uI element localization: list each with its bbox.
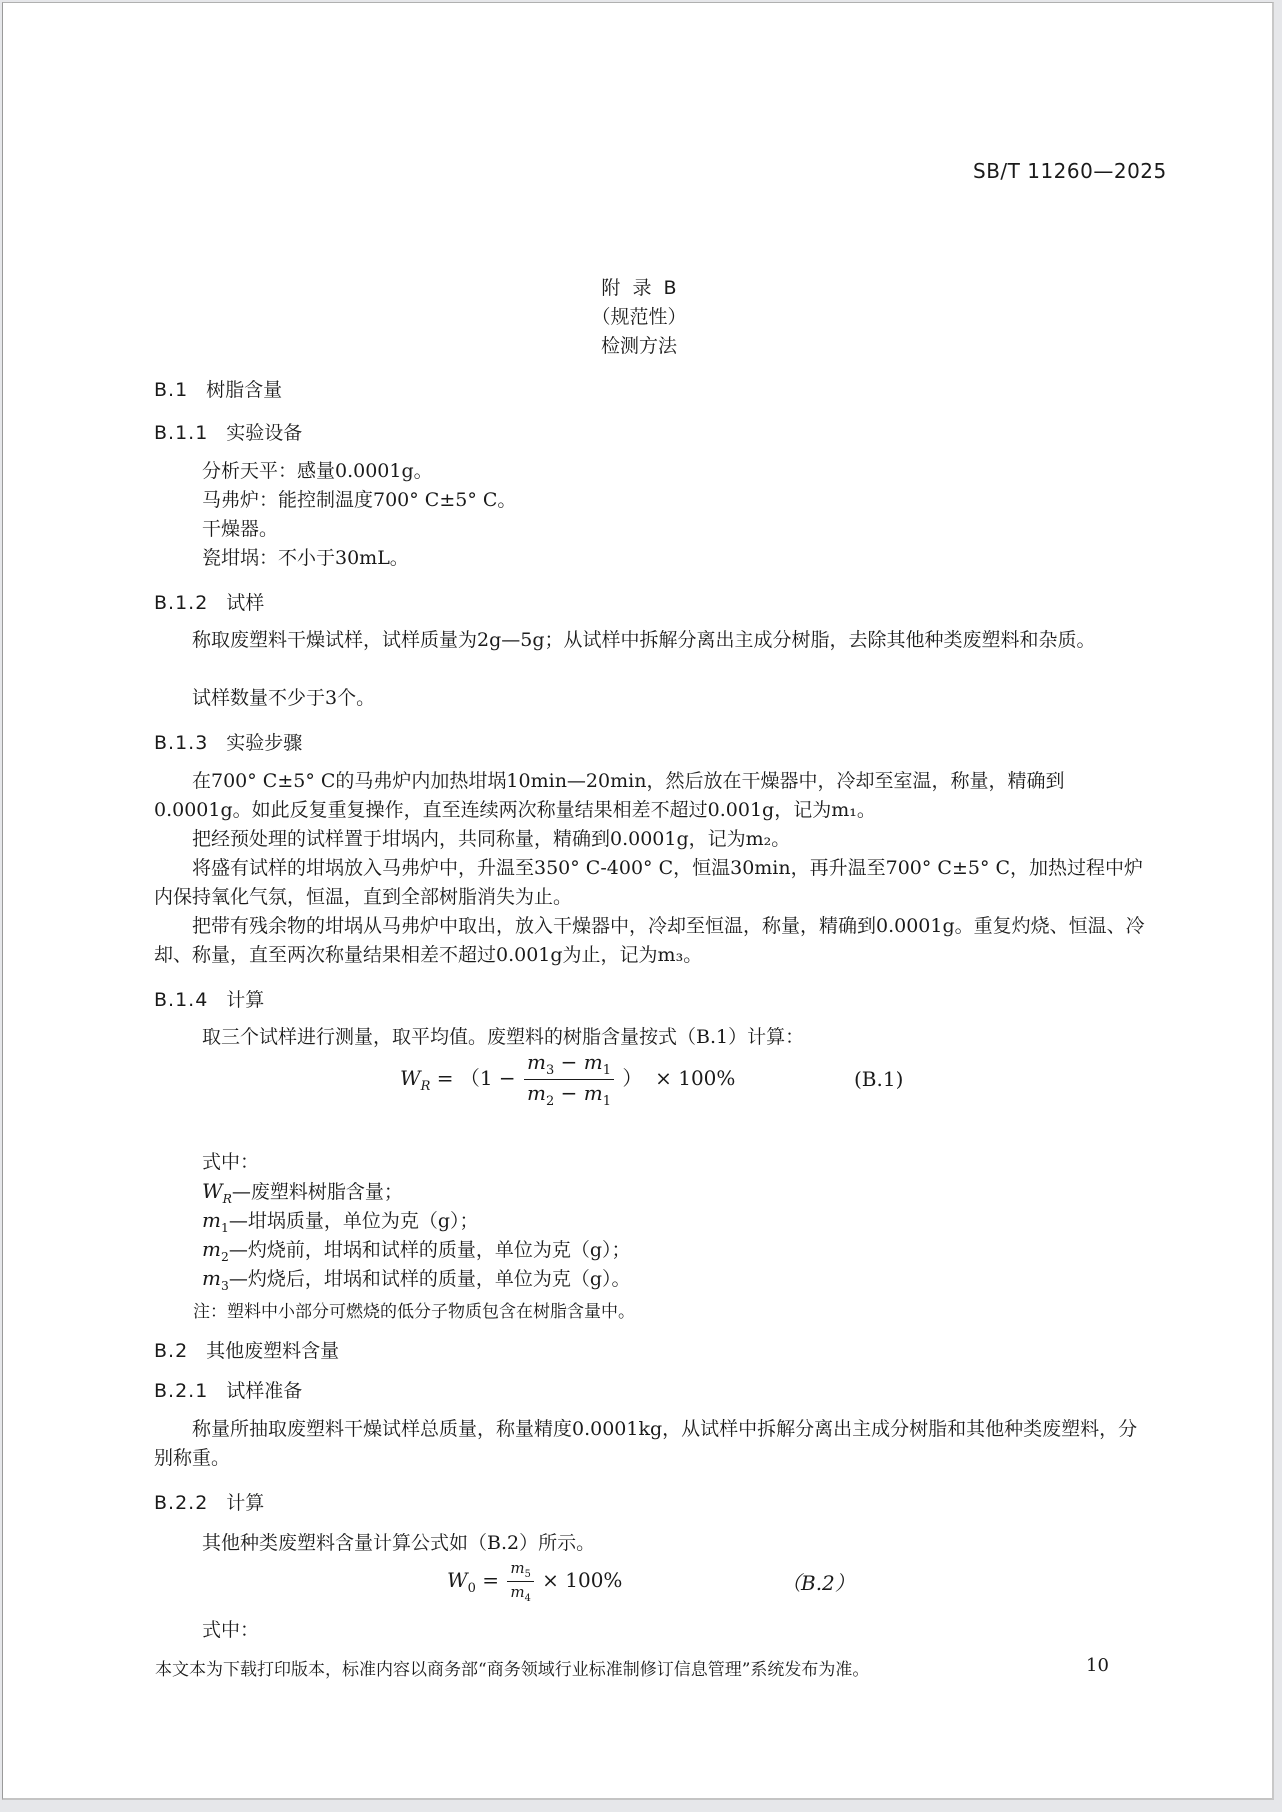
formula-b2: $W_0$ = $\frac{m_5}{m_4}$ × 100% <box>447 1559 623 1604</box>
section-number: B.1.1 <box>154 422 209 444</box>
where-label: 式中： <box>202 1619 260 1641</box>
document-page <box>2 2 1274 1800</box>
calculation-intro: 取三个试样进行测量，取平均值。废塑料的树脂含量按式（B.1）计算： <box>202 1026 805 1048</box>
formula-equals: = <box>436 1066 454 1090</box>
section-title: 其他废塑料含量 <box>206 1340 340 1362</box>
fraction-numerator: $m_5$ <box>507 1559 533 1582</box>
section-title: 计算 <box>226 1492 265 1514</box>
section-title: 实验步骤 <box>226 732 303 754</box>
paragraph: 称量所抽取废塑料干燥试样总质量，称量精度0.0001kg，从试样中拆解分离出主成分树脂和其他种类废塑料，分别称重。 <box>154 1418 1138 1469</box>
fraction-numerator: $m_3 - m_1$ <box>524 1050 614 1080</box>
page-number: 10 <box>1086 1655 1109 1676</box>
equipment-item: 马弗炉：能控制温度700° C±5° C。 <box>202 489 517 511</box>
definition-item: $W_R—$废塑料树脂含量； <box>202 1179 403 1206</box>
section-heading-b1-4 <box>154 985 264 1012</box>
formula-label-b1: (B.1) <box>854 1067 904 1091</box>
section-title: 树脂含量 <box>206 379 283 401</box>
section-number: B.2.1 <box>154 1380 209 1402</box>
paragraph: 称取废塑料干燥试样，试样质量为2g—5g；从试样中拆解分离出主成分树脂，去除其他种类废塑料和杂质。 <box>192 629 1096 651</box>
section-number: B.2 <box>154 1340 189 1362</box>
formula-var: W <box>400 1066 421 1090</box>
section-title: 实验设备 <box>226 422 303 444</box>
formula-fraction <box>507 1559 533 1604</box>
appendix-title: 附 录 B <box>601 277 677 299</box>
paragraph: 试样数量不少于3个。 <box>192 687 376 709</box>
fraction-denominator: $m_2 - m_1$ <box>527 1081 612 1109</box>
formula-label-b2: （B.2） <box>781 1571 855 1595</box>
definition-item: $m_1—$坩埚质量，单位为克（g）； <box>202 1208 479 1235</box>
calculation-intro: 其他种类废塑料含量计算公式如（B.2）所示。 <box>202 1532 596 1554</box>
section-title: 试样 <box>226 592 265 614</box>
section-title: 计算 <box>226 989 265 1011</box>
formula-sub: R <box>420 1079 431 1094</box>
formula-open: （1 − <box>459 1066 516 1090</box>
formula-close: ） × 100% <box>622 1066 736 1090</box>
section-title: 试样准备 <box>226 1380 303 1402</box>
section-number: B.2.2 <box>154 1492 209 1514</box>
equipment-item: 分析天平：感量0.0001g。 <box>202 460 433 482</box>
section-heading-b1-3 <box>154 728 302 755</box>
where-label: 式中： <box>202 1151 260 1173</box>
section-number: B.1.4 <box>154 989 209 1011</box>
paragraph: 将盛有试样的坩埚放入马弗炉中，升温至350° C-400° C，恒温30min，再升温至700° C±5° C，加热过程中炉内保持氧化气氛，恒温，直到全部树脂消失为止。 <box>154 857 1144 908</box>
section-heading-b1 <box>154 375 282 402</box>
equipment-item: 瓷坩埚：不小于30mL。 <box>202 547 409 569</box>
note: 注：塑料中小部分可燃烧的低分子物质包含在树脂含量中。 <box>193 1302 635 1322</box>
formula-b1 <box>400 1050 735 1109</box>
paragraph: 把带有残余物的坩埚从马弗炉中取出，放入干燥器中，冷却至恒温，称量，精确到0.0001g。重复灼烧、恒温、冷却、称量，直至两次称量结果相差不超过0.001g为止，记为m₃。 <box>154 915 1145 966</box>
formula-fraction <box>524 1050 614 1109</box>
section-heading-b2-2 <box>154 1488 264 1515</box>
paragraph: 在700° C±5° C的马弗炉内加热坩埚10min—20min，然后放在干燥器中，冷却至室温，称量，精确到0.0001g。如此反复重复操作，直至连续两次称量结果相差不超过0.001g，记为m₁。 <box>154 770 1065 821</box>
appendix-subtitle: 检测方法 <box>600 335 677 357</box>
definition-item: $m_3—$灼烧后，坩埚和试样的质量，单位为克（g）。 <box>202 1266 631 1293</box>
section-heading-b2-1 <box>154 1376 302 1403</box>
section-number: B.1 <box>154 379 189 401</box>
section-number: B.1.2 <box>154 592 209 614</box>
standard-code: SB/T 11260—2025 <box>973 159 1167 183</box>
section-heading-b2 <box>154 1336 339 1363</box>
section-heading-b1-2 <box>154 588 264 615</box>
footer-notice: 本文本为下载打印版本，标准内容以商务部“商务领域行业标准制修订信息管理”系统发布为准。 <box>155 1660 870 1680</box>
equipment-item: 干燥器。 <box>202 518 279 540</box>
section-number: B.1.3 <box>154 732 209 754</box>
appendix-type: （规范性） <box>591 306 687 328</box>
section-heading-b1-1 <box>154 418 302 445</box>
fraction-denominator: $m_4$ <box>510 1583 531 1604</box>
paragraph: 把经预处理的试样置于坩埚内，共同称量，精确到0.0001g，记为m₂。 <box>192 828 791 850</box>
definition-item: $m_2—$灼烧前，坩埚和试样的质量，单位为克（g）； <box>202 1237 631 1264</box>
